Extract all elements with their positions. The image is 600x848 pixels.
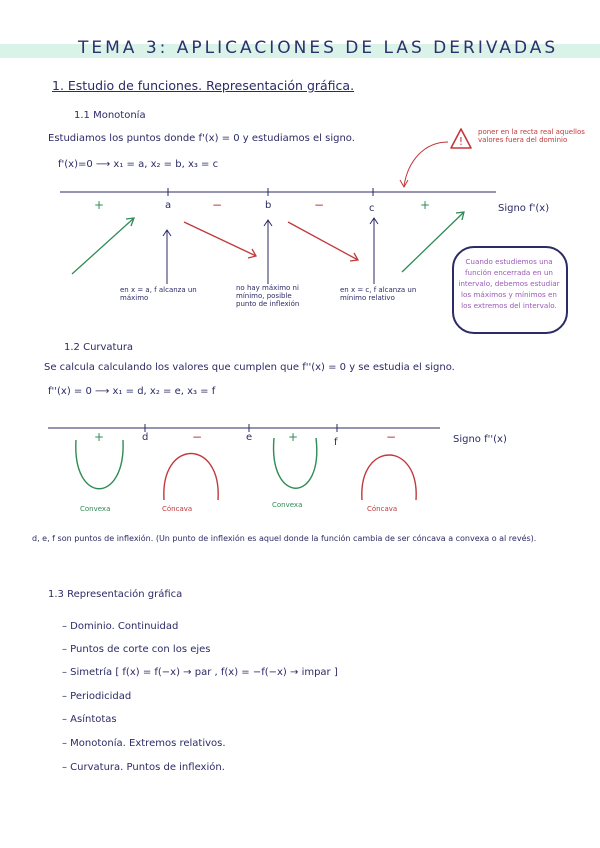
point-c: c bbox=[369, 203, 375, 214]
point-d: d bbox=[142, 432, 149, 443]
note-bubble-text: Cuando estudiemos una función encerrada en un intervalo, debemos estudiar los máximos y mínimos en los extremos del intervalo. bbox=[458, 257, 560, 310]
axis-label-fprime: Signo f'(x) bbox=[498, 203, 550, 214]
curvatura-equation: f''(x) = 0 ⟶ x₁ = d, x₂ = e, x₃ = f bbox=[48, 386, 216, 397]
point-f: f bbox=[334, 437, 338, 448]
list-item: – Dominio. Continuidad bbox=[62, 621, 179, 632]
convex-curve-1 bbox=[76, 440, 123, 489]
label-inflection: no hay máximo ni mínimo, posible punto de inflexión bbox=[236, 284, 300, 308]
point-e: e bbox=[246, 432, 253, 443]
decreasing-arrow-2 bbox=[288, 222, 358, 260]
convex-curve-2 bbox=[274, 438, 317, 488]
label-max: en x = a, f alcanza un máximo bbox=[120, 286, 197, 302]
label-min: en x = c, f alcanza un mínimo relativo bbox=[340, 286, 417, 302]
list-item: – Monotonía. Extremos relativos. bbox=[62, 738, 226, 749]
axis-label-fsecond: Signo f''(x) bbox=[453, 434, 507, 445]
curve-label-1: Convexa bbox=[80, 505, 111, 513]
subsection-1-2-heading: 1.2 Curvatura bbox=[64, 342, 134, 353]
domain-note: poner en la recta real aquellos valores fuera del dominio bbox=[478, 128, 585, 144]
svg-text:!: ! bbox=[458, 135, 464, 148]
list-item: – Curvatura. Puntos de inflexión. bbox=[62, 762, 225, 773]
page-title: TEMA 3: APLICACIONES DE LAS DERIVADAS bbox=[78, 38, 559, 58]
list-item: – Puntos de corte con los ejes bbox=[62, 644, 211, 655]
curv-sign-1: + bbox=[94, 430, 105, 444]
increasing-arrow-2 bbox=[402, 212, 464, 272]
curv-sign-2: − bbox=[192, 430, 203, 444]
point-a: a bbox=[165, 200, 172, 211]
concave-curve-2 bbox=[362, 455, 416, 500]
list-item: – Periodicidad bbox=[62, 691, 132, 702]
concave-curve-1 bbox=[164, 454, 218, 501]
curve-label-4: Cóncava bbox=[367, 505, 398, 513]
curv-sign-4: − bbox=[386, 430, 397, 444]
note-arrow bbox=[404, 142, 448, 186]
sign-1: + bbox=[94, 198, 105, 212]
list-item: – Asíntotas bbox=[62, 714, 117, 725]
decreasing-arrow-1 bbox=[184, 222, 256, 256]
curvatura-text: Se calcula calculando los valores que cumplen que f''(x) = 0 y se estudia el signo. bbox=[44, 362, 455, 373]
increasing-arrow-1 bbox=[72, 218, 134, 274]
curve-label-2: Cóncava bbox=[162, 505, 193, 513]
curve-label-3: Convexa bbox=[272, 501, 303, 509]
sign-3: − bbox=[314, 198, 325, 212]
sign-2: − bbox=[212, 198, 223, 212]
inflection-conclusion: d, e, f son puntos de inflexión. (Un punto de inflexión es aquel donde la función cambia de ser cóncava a convexa o al revés). bbox=[32, 534, 537, 543]
point-b: b bbox=[265, 200, 272, 211]
sign-4: + bbox=[420, 198, 431, 212]
subsection-1-1-heading: 1.1 Monotonía bbox=[74, 110, 146, 121]
monotonia-text: Estudiamos los puntos donde f'(x) = 0 y estudiamos el signo. bbox=[48, 133, 355, 144]
subsection-1-3-heading: 1.3 Representación gráfica bbox=[48, 589, 183, 600]
curv-sign-3: + bbox=[288, 430, 299, 444]
list-item: – Simetría [ f(x) = f(−x) → par , f(x) = −f(−x) → impar ] bbox=[62, 667, 338, 678]
section-1-heading: 1. Estudio de funciones. Representación gráfica. bbox=[52, 78, 355, 93]
monotonia-equation: f'(x)=0 ⟶ x₁ = a, x₂ = b, x₃ = c bbox=[58, 159, 219, 170]
